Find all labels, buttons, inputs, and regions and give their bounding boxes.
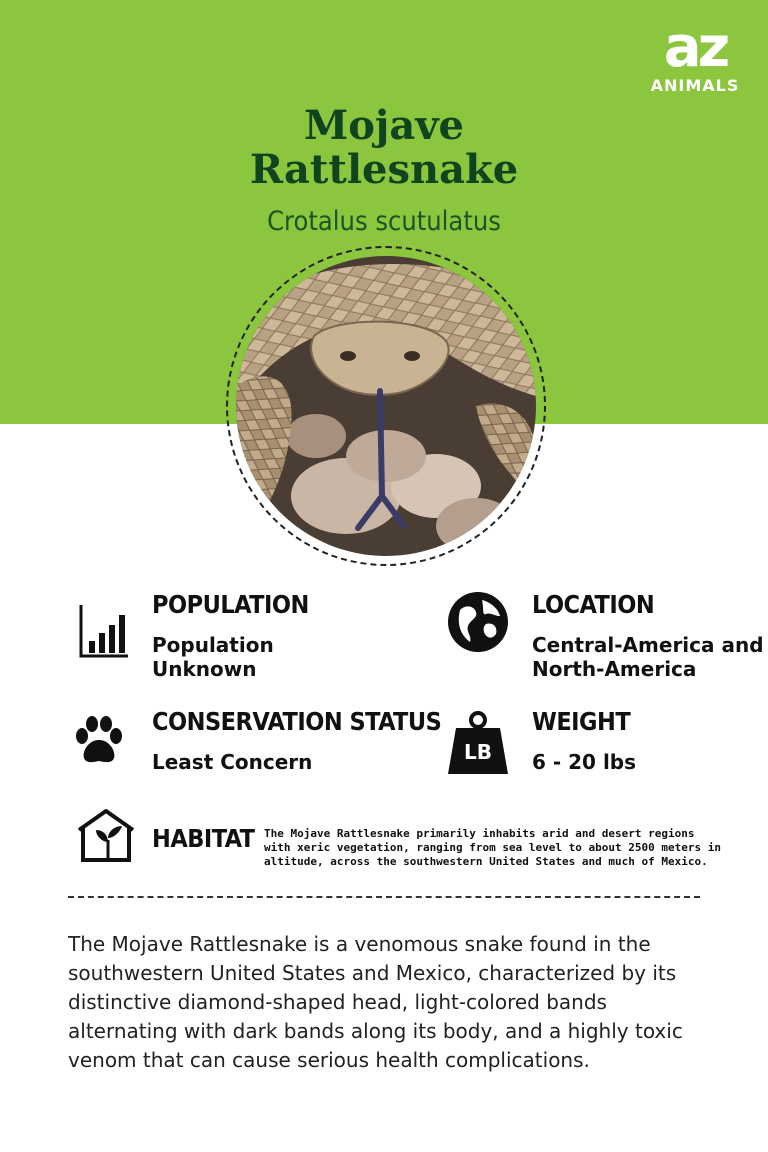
conservation-value: Least Concern bbox=[152, 750, 313, 774]
population-label: POPULATION bbox=[152, 590, 309, 619]
snake-photo-illustration bbox=[236, 256, 536, 556]
location-value-line-2: North-America bbox=[532, 657, 697, 681]
page-title bbox=[0, 104, 768, 192]
title-line-1: Mojave bbox=[303, 102, 465, 149]
weight-value: 6 - 20 lbs bbox=[532, 750, 637, 774]
weight-icon bbox=[446, 710, 510, 780]
house-plant-icon bbox=[76, 808, 136, 868]
brand-logo[interactable] bbox=[648, 15, 742, 95]
population-value bbox=[152, 633, 274, 681]
population-value-line-2: Unknown bbox=[152, 657, 257, 681]
title-line-2: Rattlesnake bbox=[249, 146, 519, 193]
population-value-line-1: Population bbox=[152, 633, 274, 657]
scientific-name: Crotalus scutulatus bbox=[267, 206, 501, 237]
description: The Mojave Rattlesnake is a venomous snake found in the southwestern United States and Mexico, characterized by its distinctive diamond-shaped head, light-colored bands alternating with dark bands along its body, and a highly toxic venom that can cause serious health complications. bbox=[68, 932, 683, 1072]
habitat-label: HABITAT bbox=[152, 824, 255, 853]
snake-photo bbox=[236, 256, 536, 556]
location-value-line-1: Central-America and bbox=[532, 633, 764, 657]
location-value bbox=[532, 633, 764, 681]
habitat-value: The Mojave Rattlesnake primarily inhabits arid and desert regions with xeric vegetation, ranging from sea level to about 2500 meters in altitude, across the southwestern United States and much of Mexico. bbox=[264, 827, 721, 868]
paw-icon bbox=[72, 714, 126, 772]
logo-mark: az bbox=[663, 15, 727, 80]
location-label: LOCATION bbox=[532, 590, 655, 619]
weight-label: WEIGHT bbox=[532, 707, 631, 736]
section-divider bbox=[68, 896, 700, 898]
conservation-label: CONSERVATION STATUS bbox=[152, 707, 442, 736]
weight-icon-text: LB bbox=[464, 740, 492, 764]
globe-icon bbox=[446, 590, 510, 658]
bar-chart-icon bbox=[78, 603, 130, 663]
logo-word: ANIMALS bbox=[650, 76, 740, 95]
